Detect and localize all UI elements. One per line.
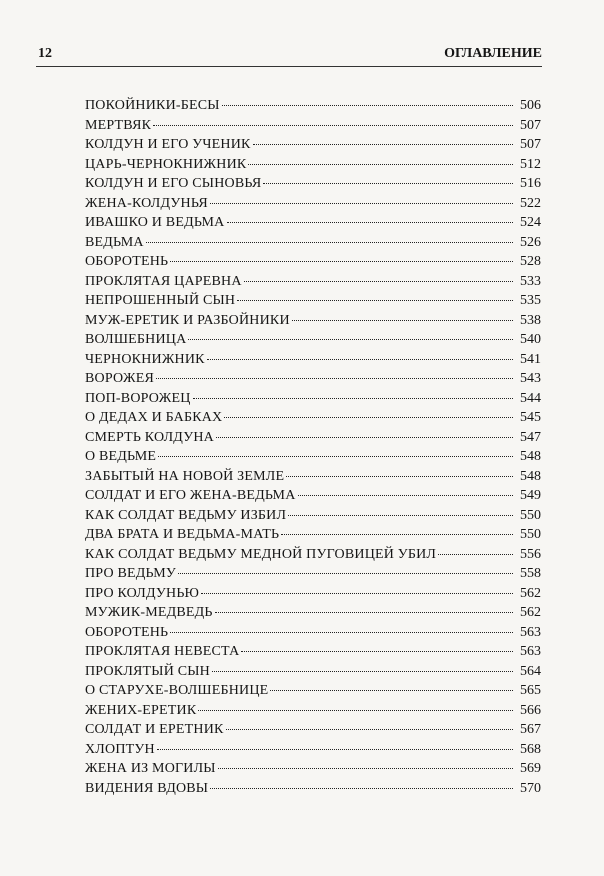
toc-entry-page: 541	[520, 351, 541, 367]
toc-entry-page: 550	[520, 527, 541, 542]
toc-entry-page: 562	[520, 605, 541, 620]
toc-entry-page: 564	[520, 663, 541, 679]
toc-entry-page: 507	[520, 137, 541, 152]
dot-leader	[210, 788, 513, 789]
toc-entry	[85, 272, 541, 292]
dot-leader	[281, 534, 513, 535]
toc-entry-title: ВОРОЖЕЯ	[85, 371, 155, 386]
toc-entry-title: ПРОКЛЯТАЯ НЕВЕСТА	[85, 644, 240, 659]
toc-entry	[85, 213, 541, 233]
toc-entry	[85, 233, 541, 253]
toc-entry-page: 540	[520, 332, 541, 347]
toc-entry-page: 550	[520, 507, 541, 523]
toc-entry-page: 566	[520, 702, 541, 718]
dot-leader	[216, 437, 513, 438]
toc-entry-page: 526	[520, 234, 541, 250]
dot-leader	[224, 417, 513, 418]
toc-entry	[85, 389, 541, 409]
toc-entry-title: МЕРТВЯК	[85, 117, 152, 133]
dot-leader	[153, 125, 513, 126]
dot-leader	[298, 495, 513, 496]
toc-entry	[85, 740, 541, 760]
toc-entry-title: ПРОКЛЯТЫЙ СЫН	[85, 663, 210, 679]
toc-entry-page: 533	[520, 273, 541, 289]
toc-entry-title: КАК СОЛДАТ ВЕДЬМУ МЕДНОЙ ПУГОВИЦЕЙ УБИЛ	[85, 546, 437, 562]
toc-entry-title: ПОП-ВОРОЖЕЦ	[85, 390, 191, 406]
toc-entry	[85, 408, 541, 428]
toc-entry-title: КАК СОЛДАТ ВЕДЬМУ ИЗБИЛ	[85, 507, 287, 523]
toc-entry	[85, 545, 541, 565]
toc-entry-title: МУЖ-ЕРЕТИК И РАЗБОЙНИКИ	[85, 312, 290, 328]
toc-entry-title: СОЛДАТ И ЕГО ЖЕНА-ВЕДЬМА	[85, 488, 296, 503]
dot-leader	[227, 222, 514, 223]
toc-entry-title: НЕПРОШЕННЫЙ СЫН	[85, 293, 236, 308]
toc-entry-title: О ВЕДЬМЕ	[85, 449, 157, 464]
toc-entry-page: 544	[520, 390, 541, 406]
dot-leader	[288, 515, 513, 516]
toc-entry	[85, 447, 541, 467]
dot-leader	[218, 768, 513, 769]
toc-entry-page: 563	[520, 644, 541, 659]
toc-entry-page: 522	[520, 195, 541, 211]
page-header	[38, 46, 542, 62]
toc-entry	[85, 252, 541, 272]
toc-entry-page: 569	[520, 761, 541, 776]
toc-entry	[85, 681, 541, 701]
toc-entry-title: ПОКОЙНИКИ-БЕСЫ	[85, 98, 220, 113]
dot-leader	[193, 398, 513, 399]
dot-leader	[170, 632, 513, 633]
toc-entry-page: 506	[520, 98, 541, 113]
toc-entry-page: 556	[520, 546, 541, 562]
toc-entry-title: ВИДЕНИЯ ВДОВЫ	[85, 780, 209, 796]
toc-entry-page: 528	[520, 254, 541, 269]
toc-entry-title: ВОЛШЕБНИЦА	[85, 332, 187, 347]
toc-entry-page: 543	[520, 371, 541, 386]
toc-entry-page: 548	[520, 468, 541, 484]
dot-leader	[253, 144, 513, 145]
toc-entry-title: КОЛДУН И ЕГО УЧЕНИК	[85, 137, 251, 152]
toc-entry	[85, 779, 541, 799]
toc-entry	[85, 506, 541, 526]
toc-entry-page: 535	[520, 293, 541, 308]
dot-leader	[241, 651, 513, 652]
toc-entry-title: ВЕДЬМА	[85, 234, 144, 250]
toc-entry-title: ПРО ВЕДЬМУ	[85, 566, 176, 581]
toc-entry-title: ОБОРОТЕНЬ	[85, 624, 169, 640]
toc-entry-page: 570	[520, 780, 541, 796]
section-title: ОГЛАВЛЕНИЕ	[444, 46, 542, 61]
dot-leader	[237, 300, 513, 301]
toc-entry-page: 563	[520, 624, 541, 640]
dot-leader	[215, 612, 513, 613]
dot-leader	[207, 359, 513, 360]
toc-entry-title: ПРОКЛЯТАЯ ЦАРЕВНА	[85, 273, 242, 289]
toc-entry-title: ХЛОПТУН	[85, 741, 155, 757]
toc-entry	[85, 96, 541, 116]
toc-entry-title: МУЖИК-МЕДВЕДЬ	[85, 605, 213, 620]
toc-entry-page: 512	[520, 156, 541, 172]
toc-entry-title: ЖЕНА ИЗ МОГИЛЫ	[85, 761, 216, 776]
toc-entry-title: СОЛДАТ И ЕРЕТНИК	[85, 722, 224, 737]
toc-entry	[85, 194, 541, 214]
page-number: 12	[38, 46, 52, 61]
dot-leader	[244, 281, 513, 282]
toc-entry-page: 545	[520, 410, 541, 425]
dot-leader	[212, 671, 513, 672]
toc-entry	[85, 603, 541, 623]
toc-entry	[85, 155, 541, 175]
toc-entry-title: ЖЕНИХ-ЕРЕТИК	[85, 702, 197, 718]
toc-entry	[85, 701, 541, 721]
toc-entry	[85, 467, 541, 487]
toc-entry	[85, 174, 541, 194]
toc-entry	[85, 486, 541, 506]
toc-entry	[85, 623, 541, 643]
toc-entry-page: 524	[520, 215, 541, 230]
toc-entry-title: ЖЕНА-КОЛДУНЬЯ	[85, 195, 208, 211]
dot-leader	[157, 749, 513, 750]
toc-entry	[85, 662, 541, 682]
toc-entry-title: ЗАБЫТЫЙ НА НОВОЙ ЗЕМЛЕ	[85, 468, 285, 484]
toc-entry-page: 568	[520, 741, 541, 757]
dot-leader	[292, 320, 513, 321]
dot-leader	[156, 378, 513, 379]
toc-entry-page: 548	[520, 449, 541, 464]
toc-entry	[85, 720, 541, 740]
toc-entry-title: ДВА БРАТА И ВЕДЬМА-МАТЬ	[85, 527, 280, 542]
toc-entry-page: 516	[520, 176, 541, 191]
toc-entry-page: 538	[520, 312, 541, 328]
toc-entry-page: 549	[520, 488, 541, 503]
toc-entry	[85, 759, 541, 779]
dot-leader	[210, 203, 513, 204]
toc-entry-title: ПРО КОЛДУНЬЮ	[85, 585, 200, 601]
dot-leader	[188, 339, 513, 340]
dot-leader	[226, 729, 513, 730]
toc-entry-title: О СТАРУХЕ-ВОЛШЕБНИЦЕ	[85, 683, 269, 698]
toc-entry-page: 562	[520, 585, 541, 601]
dot-leader	[178, 573, 513, 574]
dot-leader	[146, 242, 513, 243]
toc-entry	[85, 350, 541, 370]
toc-entry	[85, 642, 541, 662]
dot-leader	[270, 690, 513, 691]
header-rule	[36, 66, 542, 67]
dot-leader	[222, 105, 513, 106]
toc-entry	[85, 584, 541, 604]
toc-entry	[85, 428, 541, 448]
toc-entry	[85, 116, 541, 136]
toc-entry-page: 547	[520, 429, 541, 445]
dot-leader	[201, 593, 513, 594]
dot-leader	[158, 456, 513, 457]
toc-entry	[85, 525, 541, 545]
toc-entry-title: КОЛДУН И ЕГО СЫНОВЬЯ	[85, 176, 262, 191]
toc-entry	[85, 135, 541, 155]
toc-entry	[85, 369, 541, 389]
toc-entry	[85, 291, 541, 311]
table-of-contents	[85, 96, 541, 798]
toc-entry-title: ЦАРЬ-ЧЕРНОКНИЖНИК	[85, 156, 247, 172]
toc-entry-title: ЧЕРНОКНИЖНИК	[85, 351, 205, 367]
dot-leader	[248, 164, 513, 165]
toc-entry-page: 558	[520, 566, 541, 581]
dot-leader	[286, 476, 513, 477]
toc-entry-title: СМЕРТЬ КОЛДУНА	[85, 429, 214, 445]
toc-entry-page: 565	[520, 683, 541, 698]
dot-leader	[263, 183, 513, 184]
toc-entry	[85, 330, 541, 350]
toc-entry-title: О ДЕДАХ И БАБКАХ	[85, 410, 223, 425]
toc-entry-title: ОБОРОТЕНЬ	[85, 254, 169, 269]
dot-leader	[170, 261, 513, 262]
dot-leader	[438, 554, 513, 555]
toc-entry-title: ИВАШКО И ВЕДЬМА	[85, 215, 225, 230]
toc-entry-page: 567	[520, 722, 541, 737]
toc-entry	[85, 564, 541, 584]
toc-entry	[85, 311, 541, 331]
toc-entry-page: 507	[520, 117, 541, 133]
dot-leader	[198, 710, 513, 711]
